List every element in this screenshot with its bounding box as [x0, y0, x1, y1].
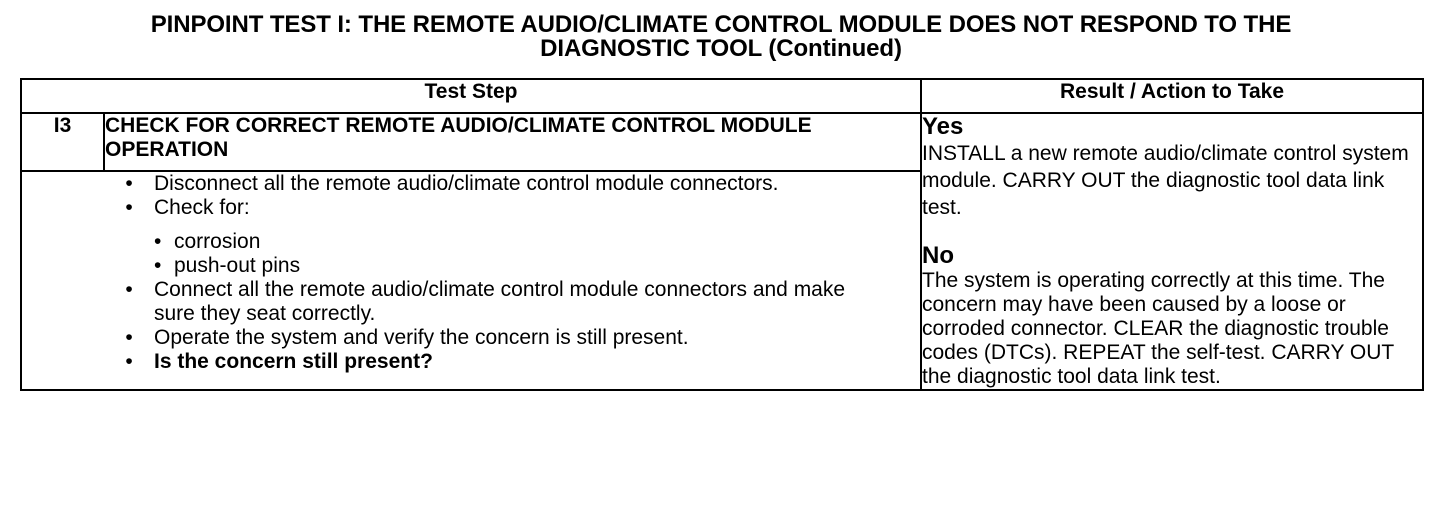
step-instructions	[104, 171, 921, 390]
step-bullet-3: Connect all the remote audio/climate control module connectors and make sure they seat correctly.	[154, 278, 846, 325]
result-yes-label: Yes	[922, 113, 964, 140]
step-bullet-1: Disconnect all the remote audio/climate control module connectors.	[154, 172, 779, 195]
bullet-mark: •	[125, 196, 133, 219]
step-title-row	[21, 113, 1423, 171]
result-no-text: The system is operating correctly at this time. The concern may have been caused by a loose or corroded connector. CLEAR the diagnostic trouble codes (DTCs). REPEAT the self-test. CARRY OUT the diagnostic tool data link test.	[922, 269, 1394, 388]
bullet-mark: •	[125, 172, 133, 195]
check-item-2: push-out pins	[174, 254, 301, 277]
step-id: I3	[21, 113, 104, 171]
header-row	[21, 79, 1423, 113]
list-item	[104, 172, 920, 196]
bullet-mark: •	[125, 326, 133, 349]
step-id-blank	[21, 171, 104, 390]
sub-bullet-mark: •	[154, 230, 162, 253]
result-no-label: No	[922, 242, 954, 269]
list-item	[104, 196, 920, 220]
list-item	[104, 278, 920, 326]
title-line-2: DIAGNOSTIC TOOL (Continued)	[540, 35, 902, 62]
step-bullet-4: Operate the system and verify the concern is still present.	[154, 326, 689, 349]
result-yes-text: INSTALL a new remote audio/climate control system module. CARRY OUT the diagnostic tool data link test.	[922, 142, 1409, 219]
list-item	[104, 326, 920, 350]
header-test-step: Test Step	[21, 79, 921, 113]
list-item	[104, 350, 920, 374]
bullet-mark: •	[125, 278, 133, 301]
list-item	[154, 230, 920, 254]
step-title: CHECK FOR CORRECT REMOTE AUDIO/CLIMATE CONTROL MODULE OPERATION	[104, 113, 921, 171]
header-result: Result / Action to Take	[921, 79, 1423, 113]
check-list	[154, 230, 920, 278]
list-item	[154, 254, 920, 278]
page-title	[20, 13, 1422, 61]
result-cell	[921, 113, 1423, 390]
sub-bullet-mark: •	[154, 254, 162, 277]
bullet-mark: •	[125, 350, 133, 373]
pinpoint-test-table	[20, 78, 1424, 391]
check-item-1: corrosion	[174, 230, 261, 253]
title-line-1: PINPOINT TEST I: THE REMOTE AUDIO/CLIMATE CONTROL MODULE DOES NOT RESPOND TO THE	[150, 11, 1292, 38]
step-bullet-5: Is the concern still present?	[154, 350, 433, 373]
step-bullet-2: Check for:	[154, 196, 250, 219]
